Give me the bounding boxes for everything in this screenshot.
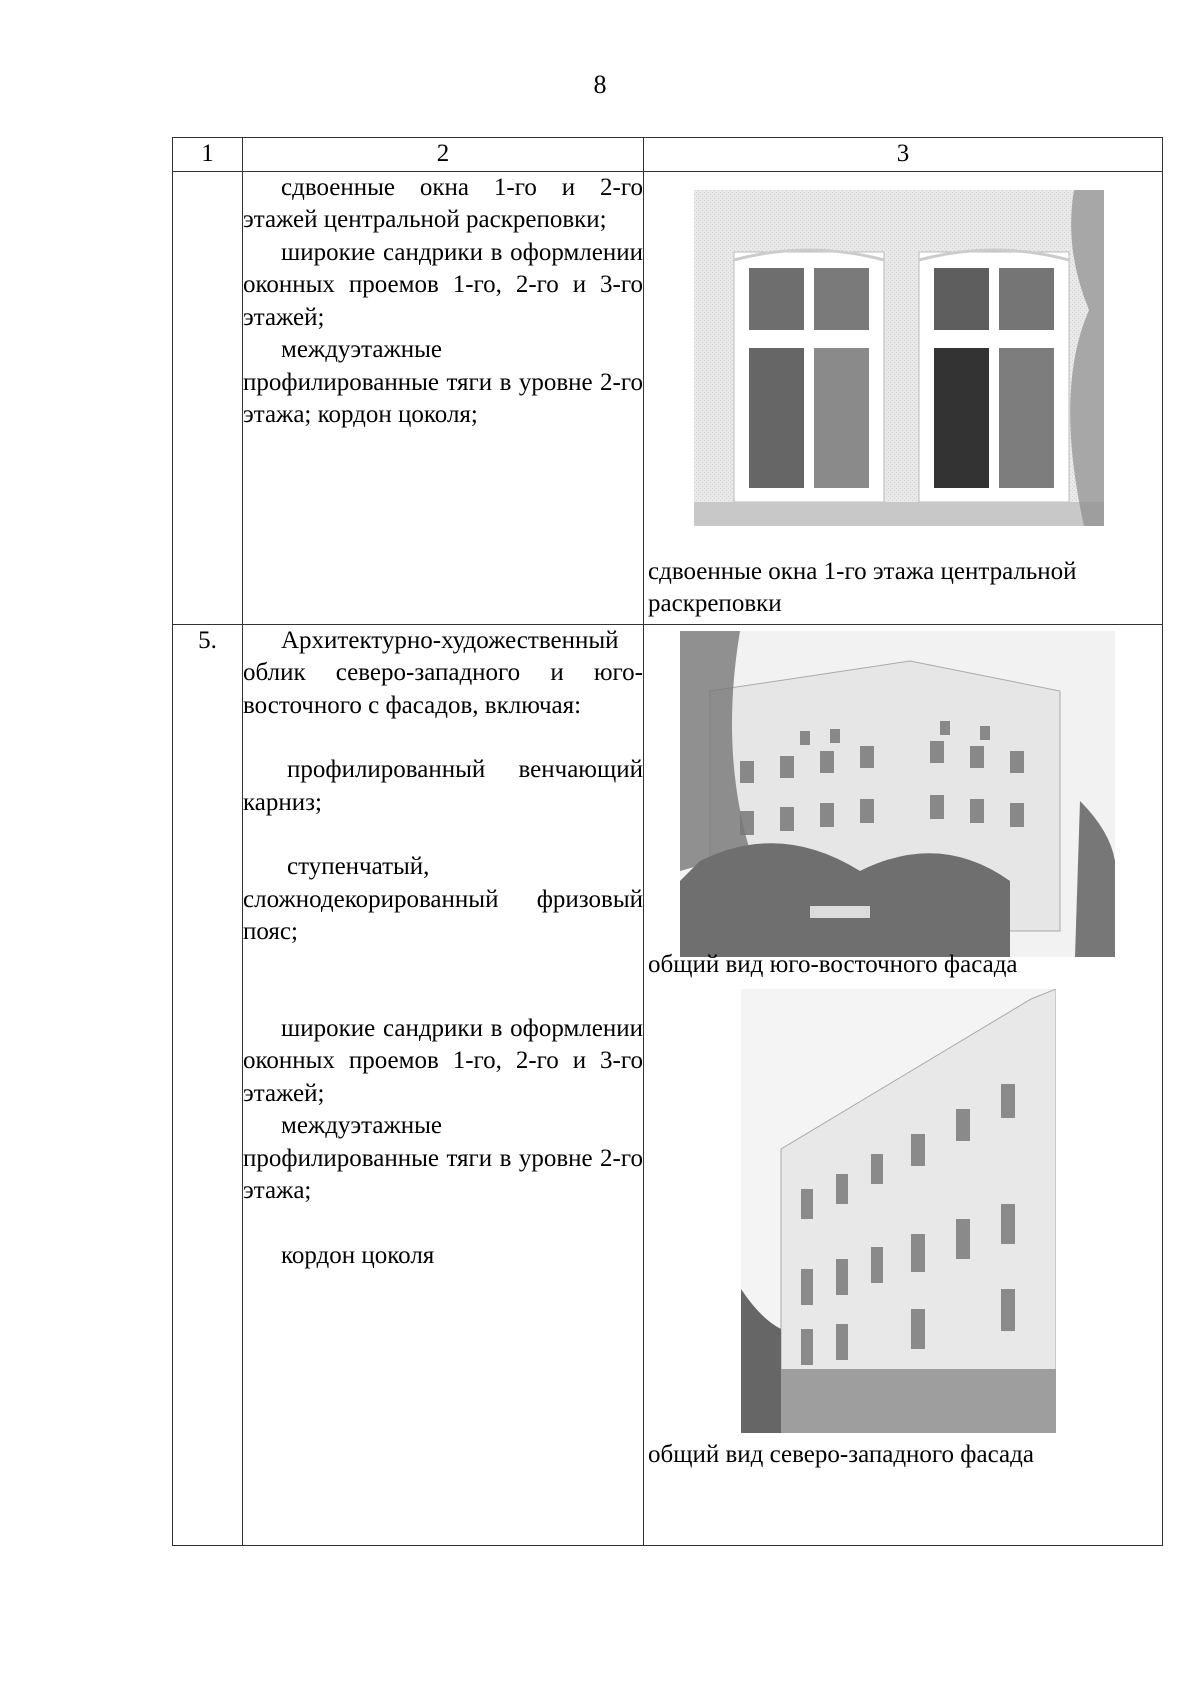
photo-northwest-facade (741, 989, 1056, 1433)
feature-frieze: ступенчатый, сложнодекорированный фризовый пояс; (243, 853, 643, 945)
header-col-2: 2 (243, 138, 644, 172)
feature-kordon-5: кордон цоколя (281, 1241, 435, 1269)
feature-cornice: профилированный венчающий карниз; (243, 756, 643, 816)
header-col-3: 3 (644, 138, 1163, 172)
row-number-cell (173, 171, 243, 624)
feature-tyagi-5: междуэтажные профилированные тяги в уровне 2-го этажа; (243, 1112, 643, 1204)
photo-southeast-facade (680, 631, 1115, 957)
photo-cell (644, 171, 1163, 624)
photo-double-windows-caption: сдвоенные окна 1-го этажа центральной раскреповки (648, 557, 1077, 617)
page-number: 8 (593, 70, 607, 99)
facade-features-cell (243, 624, 644, 1545)
feature-tyagi-kordon: междуэтажные профилированные тяги в уровне 2-го этажа; кордон цоколя; (243, 336, 643, 428)
facade-photos-cell (644, 624, 1163, 1545)
photo-southeast-caption: общий вид юго-восточного фасада (648, 950, 1018, 978)
features-cell (243, 171, 644, 624)
facade-intro: Архитектурно-художественный облик северо-западного и юго-восточного с фасадов, включая: (243, 626, 643, 719)
row-number-5: 5. (173, 624, 243, 1545)
feature-sandriki: широкие сандрики в оформлении оконных проемов 1-го, 2-го и 3-го этажей; (243, 238, 643, 331)
feature-double-windows: сдвоенные окна 1-го и 2-го этажей центральной раскреповки; (243, 173, 643, 233)
feature-sandriki-5: широкие сандрики в оформлении оконных проемов 1-го, 2-го и 3-го этажей; (243, 1014, 643, 1107)
heritage-table (172, 137, 1163, 1546)
header-col-1: 1 (173, 138, 243, 172)
photo-northwest-caption: общий вид северо-западного фасада (648, 1440, 1034, 1468)
table-row-5 (173, 624, 1163, 1545)
photo-double-windows (694, 190, 1104, 526)
table-row-continued (173, 171, 1163, 624)
table-header-row (173, 138, 1163, 172)
